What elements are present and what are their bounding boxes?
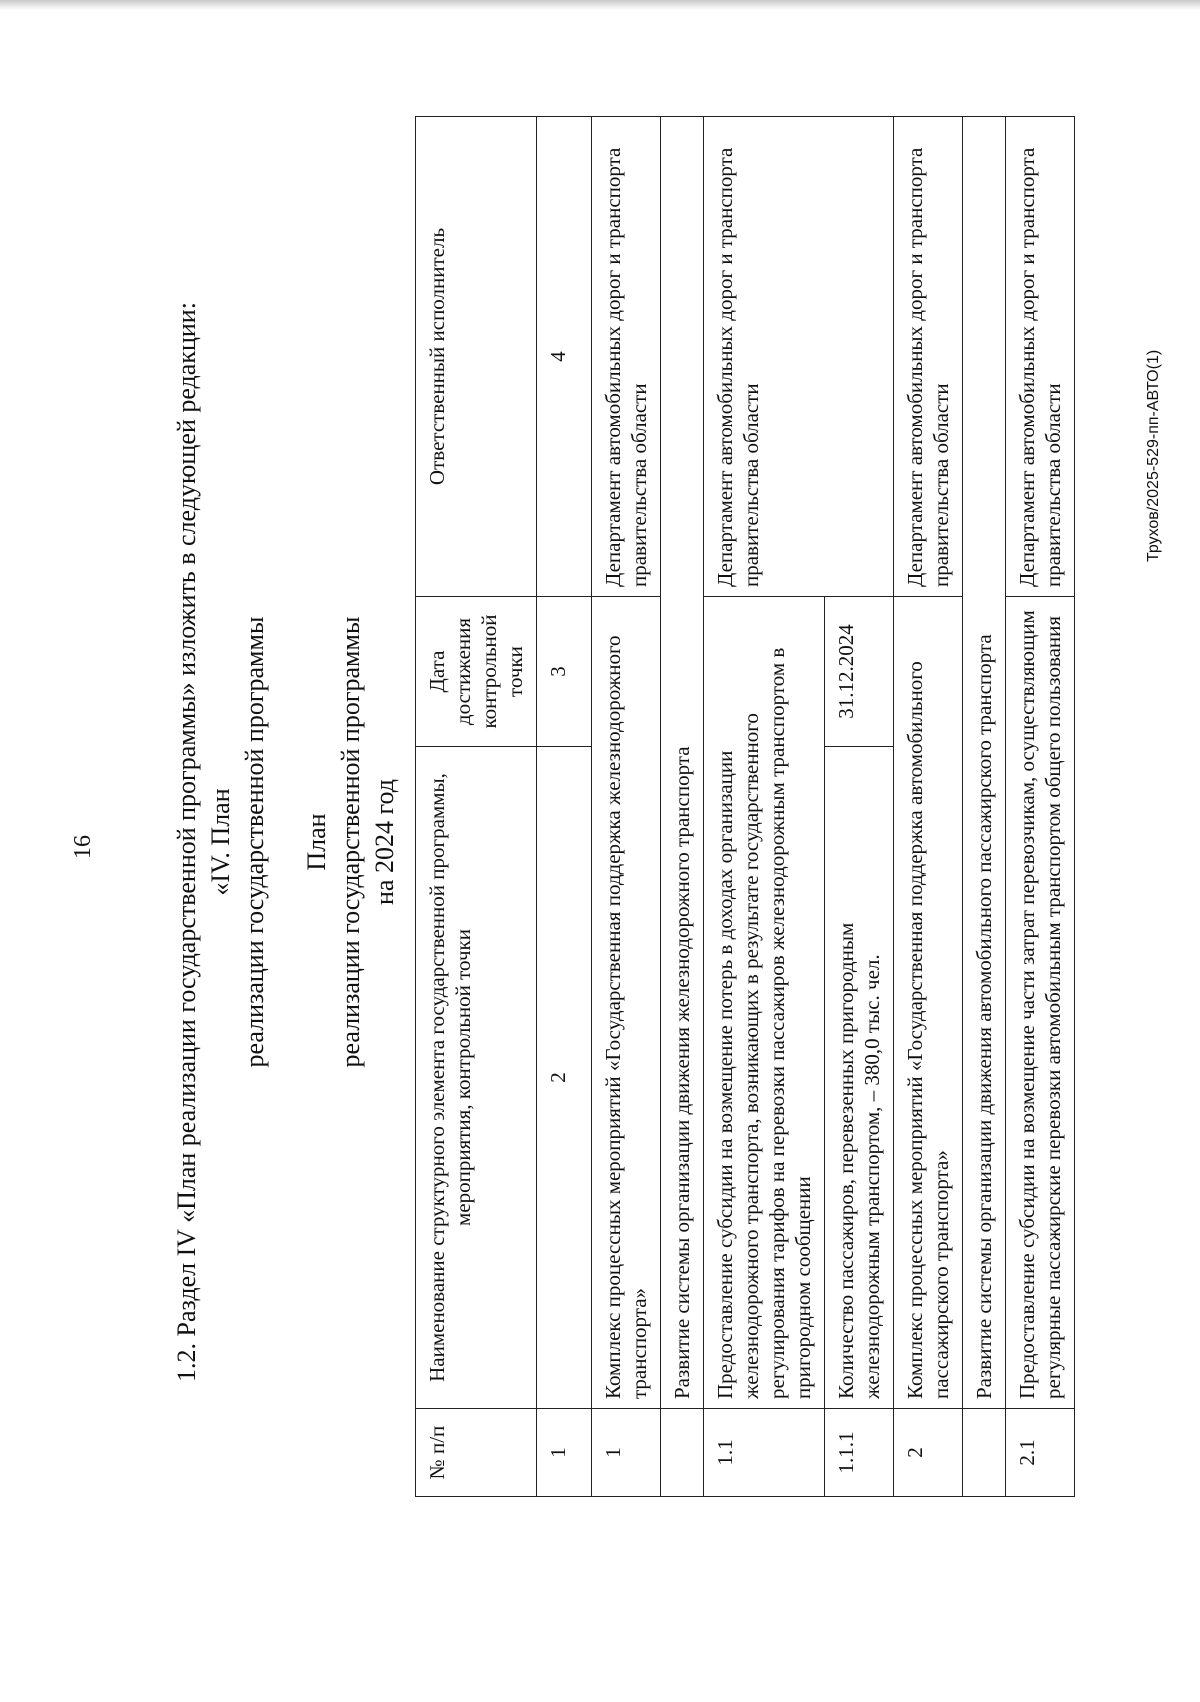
header-date: Дата достижения контрольной точки xyxy=(416,597,537,747)
plan-year: на 2024 год xyxy=(370,779,399,905)
row-name: Развитие системы организации движения железнодорожного транспорта xyxy=(661,117,704,1409)
colnum-2: 2 xyxy=(537,747,592,1409)
row-executor: Департамент автомобильных дорог и транспорта правительства области xyxy=(894,117,963,597)
plan-subtitle: реализации государственной программы xyxy=(336,616,365,1068)
table-row xyxy=(894,117,963,1497)
row-name: Количество пассажиров, перевезенных пригородным железнодорожным транспортом, – 380,0 тыс. чел. xyxy=(825,747,894,1409)
table-header-row xyxy=(416,117,537,1497)
row-num xyxy=(963,1409,1006,1497)
row-executor: Департамент автомобильных дорог и транспорта правительства области xyxy=(1006,117,1075,597)
intro-block xyxy=(170,42,402,1642)
row-date: 31.12.2024 xyxy=(825,597,894,747)
table-row xyxy=(704,117,825,1497)
table-row xyxy=(592,117,661,1497)
row-executor: Департамент автомобильных дорог и транспорта правительства области xyxy=(592,117,661,597)
colnum-1: 1 xyxy=(537,1409,592,1497)
section-subtitle: реализации государственной программы xyxy=(240,616,269,1068)
column-number-row xyxy=(537,117,592,1497)
table-row xyxy=(963,117,1006,1497)
section-title: «IV. План xyxy=(206,788,235,896)
row-name: Развитие системы организации движения автомобильного пассажирского транспорта xyxy=(963,117,1006,1409)
row-num: 1.1.1 xyxy=(825,1409,894,1497)
table-row xyxy=(1006,117,1075,1497)
scan-edge-shadow xyxy=(0,0,1200,10)
colnum-4: 4 xyxy=(537,117,592,597)
row-num: 2.1 xyxy=(1006,1409,1075,1497)
row-name: Комплекс процессных мероприятий «Государственная поддержка железнодорожного транспорта» xyxy=(592,597,661,1409)
row-name: Комплекс процессных мероприятий «Государственная поддержка автомобильного пассажирского транспорта» xyxy=(894,597,963,1409)
header-name: Наименование структурного элемента государственной программы, мероприятия, контрольной точки xyxy=(416,747,537,1409)
row-num: 1.1 xyxy=(704,1409,825,1497)
row-num: 1 xyxy=(592,1409,661,1497)
row-name: Предоставление субсидии на возмещение потерь в доходах организации железнодорожного транспорта, возникающих в результате государственного регулирования тарифов на перевозки пассажиров железнодорожным транспортом в пригородном сообщении xyxy=(704,597,825,1409)
table-row xyxy=(661,117,704,1497)
page-number: 16 xyxy=(70,835,96,859)
header-executor: Ответственный исполнитель xyxy=(416,117,537,597)
plan-title: План xyxy=(302,813,331,871)
plan-table xyxy=(415,116,1075,1497)
row-name: Предоставление субсидии на возмещение части затрат перевозчикам, осуществляющим регулярные пассажирские перевозки автомобильным транспортом общего пользования xyxy=(1006,597,1075,1409)
row-executor: Департамент автомобильных дорог и транспорта правительства области xyxy=(704,117,894,597)
header-num: № п/п xyxy=(416,1409,537,1497)
colnum-3: 3 xyxy=(537,597,592,747)
row-num: 2 xyxy=(894,1409,963,1497)
row-num xyxy=(661,1409,704,1497)
document-footer: Трухов/2025-529-пп-АВТО(1) xyxy=(1145,349,1162,562)
amendment-text: 1.2. Раздел IV «План реализации государственной программы» изложить в следующей редакции: xyxy=(172,302,201,1382)
